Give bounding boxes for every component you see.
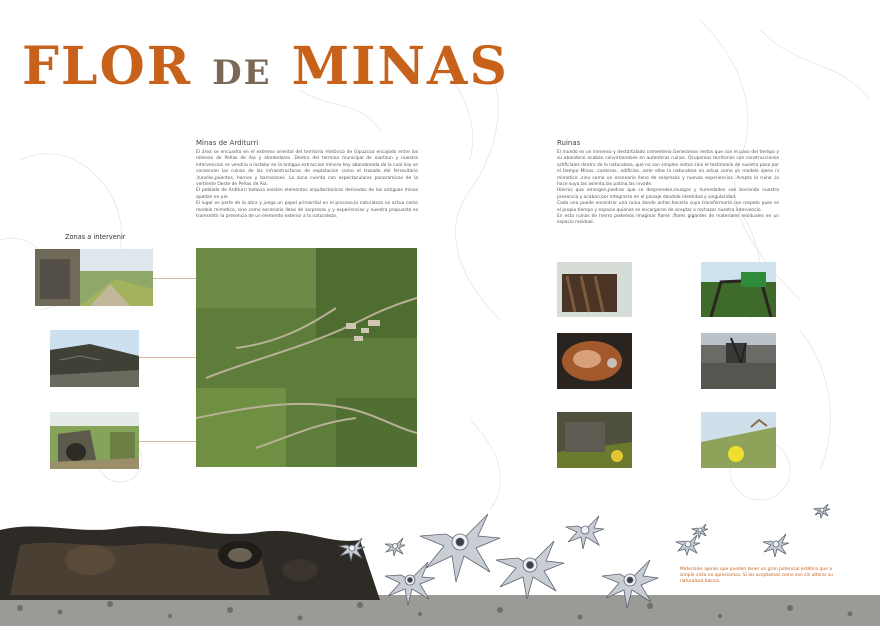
zonas-label: Zonas a intervenir — [65, 233, 126, 241]
ruinas-paragraph: Cada uno puede encontrar una ruina donde anhar,hacerla suya transformarla con respeto pues es el propio tiempo y espacio quienes se encargaran de aceptar o rechazar nuestra intervencio. — [557, 201, 779, 213]
ruin-photo-3 — [557, 333, 632, 389]
ruin-photo-1 — [557, 262, 632, 317]
title-word-flor: FLOR — [22, 36, 192, 97]
zone-photo-2 — [50, 330, 139, 387]
ruin-photo-2 — [701, 262, 776, 317]
ruinas-section — [557, 139, 779, 227]
zone-connector-1 — [153, 278, 196, 279]
arditurri-heading: Minas de Arditurri — [196, 139, 259, 147]
ruin-photo-5 — [557, 412, 632, 468]
zone-photo-1 — [35, 249, 153, 306]
page-title — [22, 36, 509, 97]
ruin-photo-6 — [701, 412, 776, 468]
materials-footnote: Materiales ajenos que pueden tener un gran potencial estético que a simple vista no apreciamos. Si los aceptamos como son sin alterar su naturaleza básica. — [680, 567, 833, 585]
ruinas-paragraph: En esta ruinas de hierro podemos imaginar flores ,flores gigantes de materiales residuales en un espacio residual. — [557, 214, 779, 226]
ruinas-heading: Ruinas — [557, 139, 581, 147]
arditurri-paragraph: El lugar es parte de la obra y juega un papel primordial en el proceso,la naturaleza no actua como modelo mimetico, sino como escenario lleno de sorpresas y y experiencias y nuestra propuesta es tramsmitir la presencia de un elemento exterior a la naturaleza. — [196, 201, 418, 220]
zone-connector-2 — [139, 357, 196, 358]
aerial-map-photo — [196, 248, 417, 467]
title-word-minas: MINAS — [291, 36, 509, 97]
arditurri-paragraph: El poblado de Arditurri todavia existen elementos arquitectonicos derivados de las antiguas minas quedan en pie. — [196, 188, 418, 200]
zone-photo-3 — [50, 412, 139, 469]
title-word-de: DE — [212, 53, 272, 93]
arditurri-section — [196, 139, 418, 220]
arditurri-paragraph: El área se encuadra en el extremo oriental del territorio Histórico de Gipuzcoa encajado entre los relieves de Peñas de Aia y alrededores .Dentro del termino municipal de oiartzun y nuestra intervencion se vendria a instalar en la antigua extraccion minera hoy abandonada de la cual hoy se conservan las ruinas de las infraestructuras de explotacion como el trazado del ferrovitario ,tuneles,puentes, hornos y barracones. La zona cuenta con espectaculares panoramicas de la vertiente Oeste de Peñas de Aia. — [196, 150, 418, 188]
ruinas-paragraph: Hierros que emergen,piedras que se desprenden,musgos y humedades van borrando nuestra presencia y acaban por integrarse en el paisaje dandole identidad y singularidad. — [557, 188, 779, 200]
ruin-photo-4 — [701, 333, 776, 389]
scrap-metal-flowers-collage — [0, 500, 880, 626]
ruinas-paragraph: El mundo es un inmenso y destartalado cementerio.Generamos restos que con el paso del tiempo y su abandono acaban convirtiendose en autenticas ruinas. Ocupamos territorios con construcciones artificiales dentro de la naturaleza, que no son simples restos sino el testimonio de nuestro paso por el tiempo Minas...canteras...edificios...ante ellas la naturaleza no actua como un modelo ajeno ni mimetico ,sino como un escenario lleno de sorpresas y nuevas experiencias. Acepta la ruina ,la hace suya,las asienta,las patina,las invade. — [557, 150, 779, 188]
zone-connector-3 — [139, 441, 196, 442]
